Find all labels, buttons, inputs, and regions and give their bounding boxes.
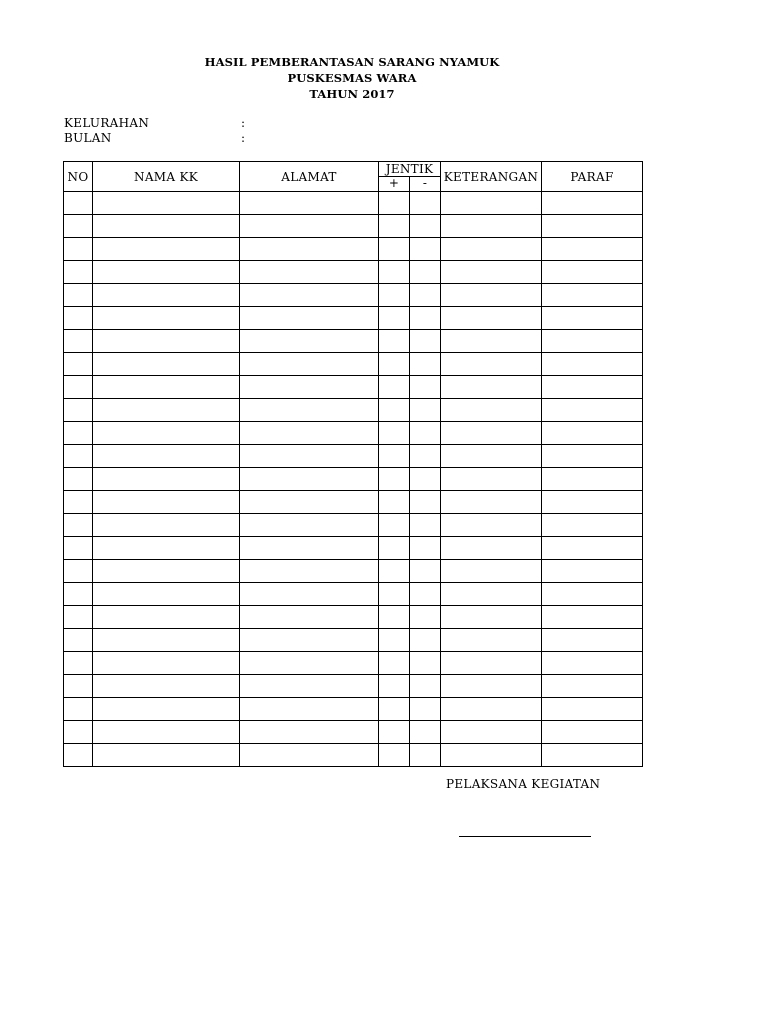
cell-paraf[interactable] [542,560,643,583]
cell-paraf[interactable] [542,721,643,744]
cell-alamat[interactable] [240,238,379,261]
cell-keterangan[interactable] [441,445,542,468]
table-row [64,744,643,767]
cell-no[interactable] [64,514,93,537]
cell-nama-kk[interactable] [93,606,240,629]
cell-nama-kk[interactable] [93,261,240,284]
data-table [63,161,643,767]
cell-paraf[interactable] [542,583,643,606]
cell-jentik-minus[interactable] [410,422,441,445]
pelaksana-kegiatan-label: PELAKSANA KEGIATAN [446,777,601,791]
cell-paraf[interactable] [542,399,643,422]
cell-keterangan[interactable] [441,284,542,307]
cell-no[interactable] [64,606,93,629]
cell-paraf[interactable] [542,376,643,399]
cell-nama-kk[interactable] [93,652,240,675]
cell-no[interactable] [64,583,93,606]
table-row [64,560,643,583]
cell-jentik-minus[interactable] [410,537,441,560]
cell-keterangan[interactable] [441,399,542,422]
cell-jentik-minus[interactable] [410,675,441,698]
table-row [64,698,643,721]
cell-alamat[interactable] [240,284,379,307]
cell-alamat[interactable] [240,652,379,675]
cell-keterangan[interactable] [441,514,542,537]
cell-keterangan[interactable] [441,376,542,399]
cell-keterangan[interactable] [441,215,542,238]
cell-jentik-plus[interactable] [379,560,410,583]
cell-keterangan[interactable] [441,606,542,629]
table-row [64,261,643,284]
bulan-label: BULAN [64,131,112,145]
cell-keterangan[interactable] [441,330,542,353]
table-row [64,422,643,445]
column-header-paraf: PARAF [542,162,643,192]
cell-jentik-minus[interactable] [410,652,441,675]
table-row [64,514,643,537]
table-row [64,399,643,422]
column-header-alamat: ALAMAT [240,162,379,192]
cell-no[interactable] [64,399,93,422]
cell-no[interactable] [64,307,93,330]
cell-alamat[interactable] [240,583,379,606]
cell-no[interactable] [64,192,93,215]
cell-keterangan[interactable] [441,491,542,514]
cell-nama-kk[interactable] [93,514,240,537]
header-subtitle: PUSKESMAS WARA [287,71,417,85]
cell-jentik-plus[interactable] [379,698,410,721]
cell-alamat[interactable] [240,675,379,698]
cell-keterangan[interactable] [441,307,542,330]
cell-jentik-minus[interactable] [410,307,441,330]
cell-no[interactable] [64,330,93,353]
cell-no[interactable] [64,629,93,652]
table-row [64,468,643,491]
cell-alamat[interactable] [240,629,379,652]
cell-keterangan[interactable] [441,422,542,445]
cell-jentik-plus[interactable] [379,468,410,491]
cell-jentik-minus[interactable] [410,514,441,537]
header-title: HASIL PEMBERANTASAN SARANG NYAMUK [204,55,500,69]
cell-jentik-plus[interactable] [379,192,410,215]
cell-jentik-plus[interactable] [379,537,410,560]
cell-nama-kk[interactable] [93,422,240,445]
cell-alamat[interactable] [240,744,379,767]
cell-jentik-minus[interactable] [410,629,441,652]
cell-paraf[interactable] [542,238,643,261]
cell-jentik-plus[interactable] [379,721,410,744]
cell-paraf[interactable] [542,652,643,675]
cell-no[interactable] [64,238,93,261]
signature-line [459,836,591,837]
cell-keterangan[interactable] [441,583,542,606]
cell-jentik-minus[interactable] [410,583,441,606]
cell-nama-kk[interactable] [93,192,240,215]
cell-nama-kk[interactable] [93,537,240,560]
cell-paraf[interactable] [542,445,643,468]
cell-keterangan[interactable] [441,652,542,675]
cell-jentik-plus[interactable] [379,330,410,353]
table-body [64,192,643,767]
cell-jentik-minus[interactable] [410,215,441,238]
cell-jentik-minus[interactable] [410,698,441,721]
cell-paraf[interactable] [542,261,643,284]
column-header-jentik: JENTIK [379,162,441,177]
cell-jentik-minus[interactable] [410,606,441,629]
cell-no[interactable] [64,652,93,675]
cell-jentik-minus[interactable] [410,744,441,767]
column-header-jentik-minus: - [410,177,441,192]
column-header-keterangan: KETERANGAN [441,162,542,192]
cell-jentik-minus[interactable] [410,560,441,583]
table-row [64,376,643,399]
cell-alamat[interactable] [240,721,379,744]
cell-keterangan[interactable] [441,675,542,698]
cell-jentik-plus[interactable] [379,744,410,767]
cell-no[interactable] [64,698,93,721]
cell-alamat[interactable] [240,330,379,353]
cell-keterangan[interactable] [441,192,542,215]
cell-paraf[interactable] [542,629,643,652]
cell-alamat[interactable] [240,491,379,514]
table-row [64,307,643,330]
cell-jentik-plus[interactable] [379,353,410,376]
cell-nama-kk[interactable] [93,353,240,376]
cell-no[interactable] [64,491,93,514]
table-row [64,675,643,698]
table-row [64,284,643,307]
cell-jentik-plus[interactable] [379,583,410,606]
cell-nama-kk[interactable] [93,399,240,422]
cell-jentik-plus[interactable] [379,652,410,675]
cell-no[interactable] [64,560,93,583]
cell-paraf[interactable] [542,468,643,491]
cell-no[interactable] [64,284,93,307]
cell-jentik-plus[interactable] [379,307,410,330]
cell-paraf[interactable] [542,537,643,560]
cell-paraf[interactable] [542,514,643,537]
cell-jentik-plus[interactable] [379,675,410,698]
table-row [64,629,643,652]
cell-alamat[interactable] [240,399,379,422]
table-row [64,606,643,629]
cell-paraf[interactable] [542,744,643,767]
cell-alamat[interactable] [240,215,379,238]
cell-jentik-minus[interactable] [410,468,441,491]
cell-no[interactable] [64,468,93,491]
cell-alamat[interactable] [240,537,379,560]
cell-paraf[interactable] [542,675,643,698]
cell-jentik-plus[interactable] [379,261,410,284]
bulan-colon: : [241,131,246,145]
table-row [64,215,643,238]
cell-paraf[interactable] [542,353,643,376]
cell-alamat[interactable] [240,261,379,284]
cell-alamat[interactable] [240,445,379,468]
cell-jentik-minus[interactable] [410,261,441,284]
cell-alamat[interactable] [240,422,379,445]
cell-keterangan[interactable] [441,468,542,491]
column-header-nama-kk: NAMA KK [93,162,240,192]
cell-nama-kk[interactable] [93,238,240,261]
kelurahan-field [64,116,246,130]
cell-keterangan[interactable] [441,721,542,744]
cell-alamat[interactable] [240,468,379,491]
cell-jentik-minus[interactable] [410,445,441,468]
cell-keterangan[interactable] [441,560,542,583]
cell-jentik-minus[interactable] [410,284,441,307]
table-row [64,238,643,261]
cell-no[interactable] [64,445,93,468]
cell-nama-kk[interactable] [93,583,240,606]
cell-no[interactable] [64,353,93,376]
kelurahan-colon: : [241,116,246,130]
cell-keterangan[interactable] [441,629,542,652]
cell-jentik-plus[interactable] [379,606,410,629]
cell-jentik-plus[interactable] [379,238,410,261]
cell-no[interactable] [64,537,93,560]
cell-jentik-minus[interactable] [410,353,441,376]
cell-alamat[interactable] [240,376,379,399]
cell-jentik-minus[interactable] [410,238,441,261]
cell-keterangan[interactable] [441,744,542,767]
cell-jentik-plus[interactable] [379,399,410,422]
cell-alamat[interactable] [240,353,379,376]
cell-no[interactable] [64,376,93,399]
column-header-no: NO [64,162,93,192]
cell-keterangan[interactable] [441,261,542,284]
cell-nama-kk[interactable] [93,330,240,353]
cell-alamat[interactable] [240,514,379,537]
table-row [64,330,643,353]
table-row [64,652,643,675]
cell-alamat[interactable] [240,560,379,583]
cell-paraf[interactable] [542,491,643,514]
cell-nama-kk[interactable] [93,629,240,652]
cell-no[interactable] [64,721,93,744]
cell-jentik-minus[interactable] [410,491,441,514]
cell-paraf[interactable] [542,192,643,215]
cell-nama-kk[interactable] [93,560,240,583]
cell-paraf[interactable] [542,606,643,629]
cell-jentik-plus[interactable] [379,284,410,307]
cell-jentik-plus[interactable] [379,514,410,537]
cell-nama-kk[interactable] [93,307,240,330]
cell-no[interactable] [64,422,93,445]
cell-nama-kk[interactable] [93,744,240,767]
cell-keterangan[interactable] [441,537,542,560]
cell-paraf[interactable] [542,330,643,353]
document-header [0,54,704,102]
cell-alamat[interactable] [240,192,379,215]
cell-jentik-plus[interactable] [379,422,410,445]
cell-nama-kk[interactable] [93,698,240,721]
cell-paraf[interactable] [542,698,643,721]
table-row [64,192,643,215]
cell-no[interactable] [64,261,93,284]
cell-jentik-minus[interactable] [410,721,441,744]
table-row [64,537,643,560]
cell-alamat[interactable] [240,606,379,629]
cell-paraf[interactable] [542,422,643,445]
table-row [64,491,643,514]
cell-nama-kk[interactable] [93,215,240,238]
cell-keterangan[interactable] [441,238,542,261]
cell-no[interactable] [64,744,93,767]
cell-no[interactable] [64,675,93,698]
bulan-field [64,131,246,145]
cell-jentik-minus[interactable] [410,330,441,353]
cell-jentik-plus[interactable] [379,445,410,468]
cell-paraf[interactable] [542,215,643,238]
table-row [64,583,643,606]
cell-jentik-minus[interactable] [410,192,441,215]
cell-jentik-plus[interactable] [379,215,410,238]
cell-jentik-plus[interactable] [379,376,410,399]
cell-keterangan[interactable] [441,353,542,376]
cell-paraf[interactable] [542,284,643,307]
cell-nama-kk[interactable] [93,491,240,514]
header-year: TAHUN 2017 [309,87,395,101]
cell-nama-kk[interactable] [93,376,240,399]
table-row [64,721,643,744]
cell-no[interactable] [64,215,93,238]
cell-nama-kk[interactable] [93,675,240,698]
cell-nama-kk[interactable] [93,284,240,307]
table-row [64,445,643,468]
cell-jentik-minus[interactable] [410,376,441,399]
cell-paraf[interactable] [542,307,643,330]
cell-jentik-plus[interactable] [379,491,410,514]
kelurahan-label: KELURAHAN [64,116,150,130]
table-row [64,353,643,376]
cell-jentik-minus[interactable] [410,399,441,422]
cell-keterangan[interactable] [441,698,542,721]
cell-nama-kk[interactable] [93,468,240,491]
cell-jentik-plus[interactable] [379,629,410,652]
cell-alamat[interactable] [240,698,379,721]
column-header-jentik-plus: + [379,177,410,192]
cell-nama-kk[interactable] [93,721,240,744]
cell-nama-kk[interactable] [93,445,240,468]
cell-alamat[interactable] [240,307,379,330]
